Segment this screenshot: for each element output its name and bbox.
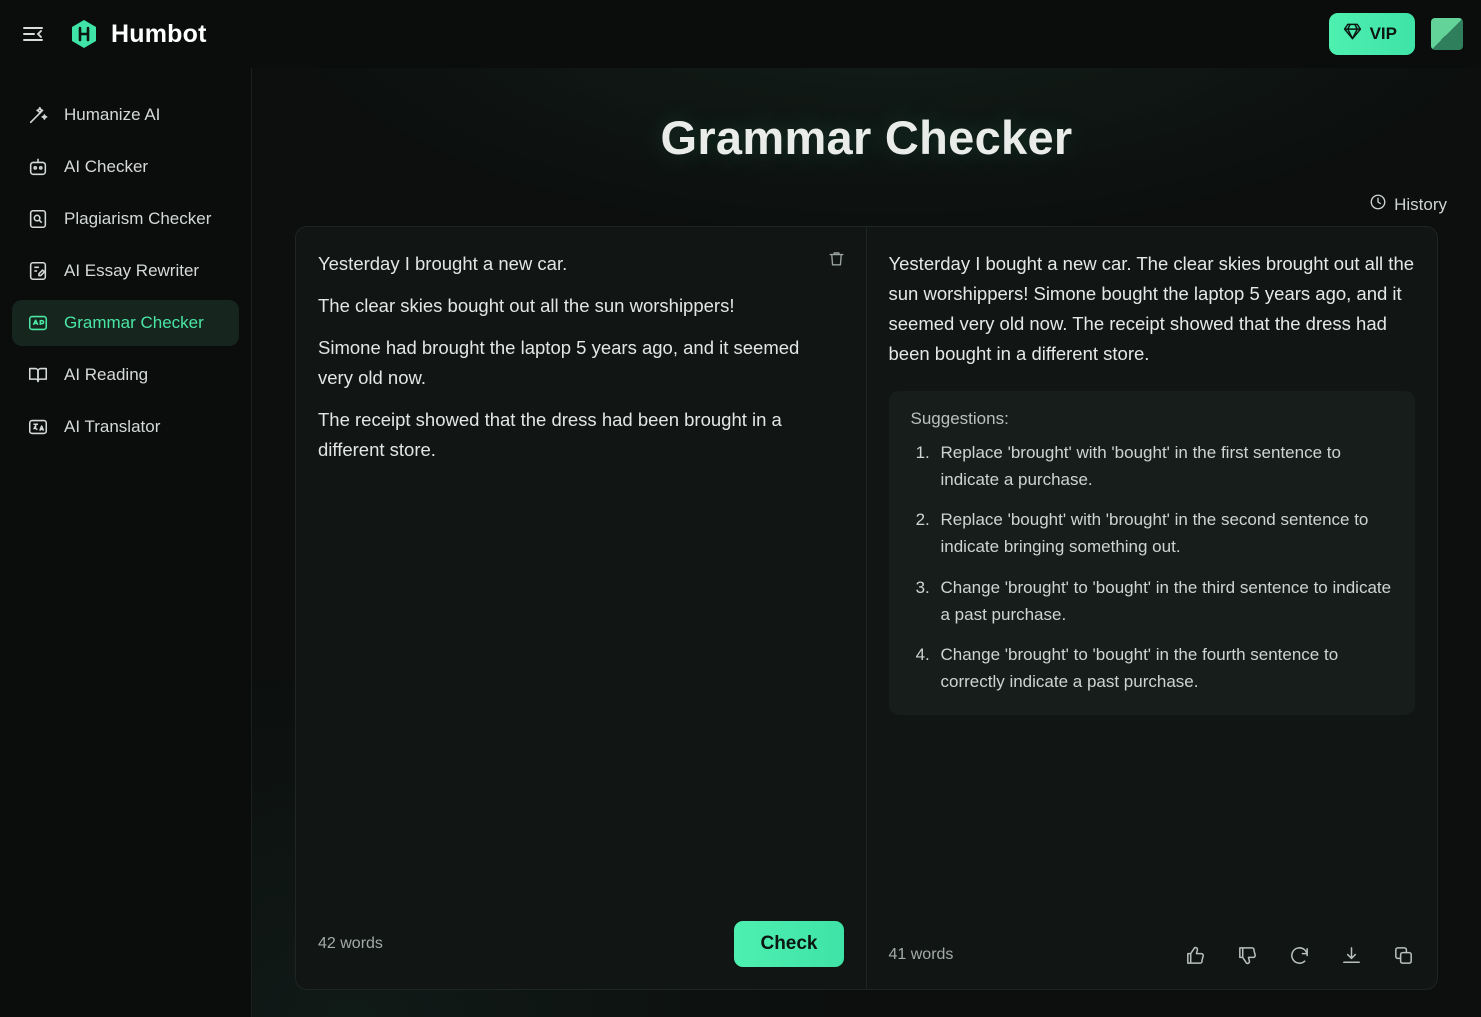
avatar[interactable] (1431, 18, 1463, 50)
result-panel (867, 227, 1438, 989)
sidebar-item-humanize-ai[interactable] (12, 92, 239, 138)
input-footer (318, 907, 844, 989)
suggestions-box (889, 391, 1416, 716)
wand-sparkle-icon (26, 103, 50, 127)
input-paragraph: The clear skies bought out all the sun worshippers! (318, 294, 735, 316)
sidebar-item-label: Grammar Checker (64, 313, 204, 332)
sidebar-toggle-icon[interactable] (20, 21, 46, 47)
input-paragraph: Simone had brought the laptop 5 years ago, and it seemed very old now. (318, 336, 800, 388)
input-panel (296, 227, 867, 989)
topbar-right (1329, 13, 1463, 55)
suggestion-item: 1. Replace 'brought' with 'bought' in the first sentence to indicate a purchase. (935, 439, 1394, 493)
humbot-logo-icon (68, 18, 100, 50)
clear-input-button[interactable] (824, 245, 850, 271)
sidebar-item-label: AI Essay Rewriter (64, 261, 200, 280)
suggestions-title: Suggestions: (910, 408, 1009, 428)
sidebar-item-ai-translator[interactable] (12, 404, 239, 450)
output-word-count: 41 words (888, 946, 954, 963)
input-word-count: 42 words (318, 935, 383, 952)
sidebar-item-label: AI Checker (64, 157, 149, 176)
regenerate-icon[interactable] (1287, 943, 1311, 967)
robot-icon (26, 155, 50, 179)
input-paragraph: The receipt showed that the dress had been brought in a different store. (318, 408, 782, 460)
translate-icon (26, 415, 50, 439)
input-textarea[interactable] (318, 249, 844, 477)
download-icon[interactable] (1339, 943, 1363, 967)
history-label: History (1394, 194, 1447, 214)
suggestion-item: 3. Change 'brought' to 'bought' in the third sentence to indicate a past purchase. (935, 574, 1394, 628)
vip-button[interactable] (1329, 13, 1415, 55)
main-content (252, 68, 1481, 1017)
sidebar (0, 68, 252, 1017)
brand-name: Humbot (111, 19, 207, 48)
document-search-icon (26, 207, 50, 231)
sidebar-item-ai-checker[interactable] (12, 144, 239, 190)
grammar-icon (26, 311, 50, 335)
top-bar (0, 0, 1481, 68)
sidebar-item-ai-essay-rewriter[interactable] (12, 248, 239, 294)
copy-icon[interactable] (1391, 943, 1415, 967)
sidebar-item-label: AI Translator (64, 417, 161, 436)
suggestion-item: 4. Change 'brought' to 'bought' in the fourth sentence to correctly indicate a past purchase. (935, 641, 1394, 695)
document-pen-icon (26, 259, 50, 283)
sidebar-item-ai-reading[interactable] (12, 352, 239, 398)
sidebar-item-grammar-checker[interactable] (12, 300, 239, 346)
sidebar-item-plagiarism-checker[interactable] (12, 196, 239, 242)
thumbs-up-icon[interactable] (1183, 943, 1207, 967)
result-footer (889, 929, 1416, 989)
suggestions-list (911, 439, 1394, 696)
sidebar-item-label: AI Reading (64, 365, 149, 384)
vip-label: VIP (1369, 24, 1397, 43)
brand[interactable] (68, 18, 207, 50)
result-actions (1183, 943, 1415, 967)
body (0, 68, 1481, 1017)
output-text: Yesterday I bought a new car. The clear skies brought out all the sun worshippers! Simone bought the laptop 5 years ago, and it seemed very old now. The receipt showed that the dress had been bought in a different store. (888, 253, 1415, 364)
suggestion-item: 2. Replace 'bought' with 'brought' in the second sentence to indicate bringing something out. (935, 506, 1394, 560)
input-paragraph: Yesterday I brought a new car. (318, 253, 568, 274)
diamond-icon (1343, 22, 1362, 46)
editor-panels (295, 226, 1438, 990)
history-button[interactable] (1369, 193, 1447, 216)
check-button[interactable]: Check (734, 921, 843, 967)
page-title: Grammar Checker (660, 111, 1073, 164)
sidebar-item-label: Humanize AI (64, 105, 161, 124)
book-icon (26, 363, 50, 387)
sidebar-item-label: Plagiarism Checker (64, 209, 212, 228)
thumbs-down-icon[interactable] (1235, 943, 1259, 967)
clock-icon (1369, 193, 1387, 216)
